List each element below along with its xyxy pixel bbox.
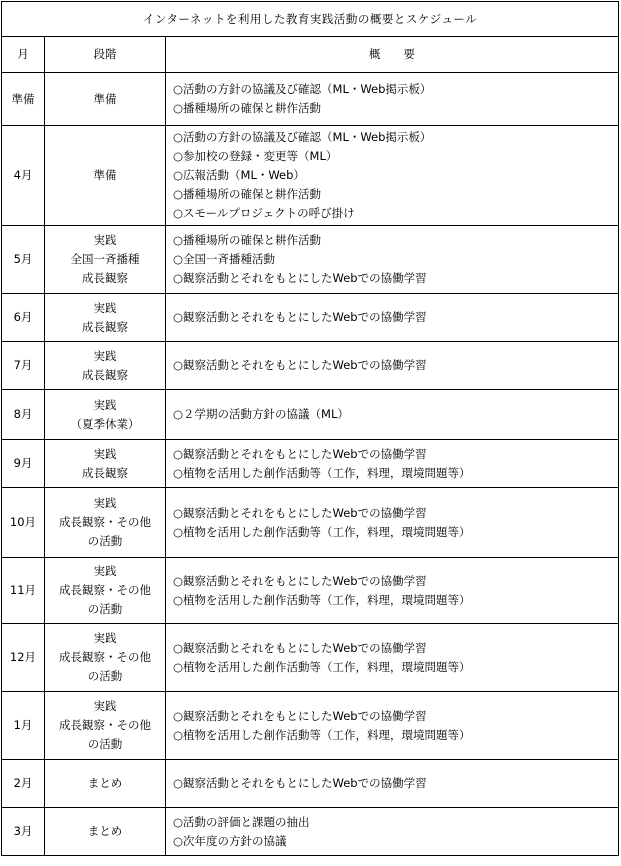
summary-item: ○観察活動とそれをもとにしたWebでの協働学習 bbox=[173, 310, 427, 324]
header-summary: 概 要 bbox=[166, 37, 619, 73]
month-cell: 準備 bbox=[2, 73, 45, 126]
summary-item: ○播種場所の確保と耕作活動 bbox=[173, 187, 322, 201]
stage-line: 成長観察・その他 bbox=[59, 650, 151, 664]
summary-item: ○活動の方針の協議及び確認（ML・Web掲示板） bbox=[173, 82, 432, 96]
month-cell: 12月 bbox=[2, 624, 45, 692]
stage-line: 成長観察・その他 bbox=[59, 583, 151, 597]
schedule-row bbox=[2, 390, 619, 440]
header-stage: 段階 bbox=[45, 37, 166, 73]
summary-item: ○植物を活用した創作活動等（工作，料理，環境問題等） bbox=[173, 727, 471, 742]
stage-cell bbox=[45, 760, 166, 808]
stage-line: の活動 bbox=[87, 534, 123, 548]
month-cell: 1月 bbox=[2, 692, 45, 760]
stage-line: 成長観察 bbox=[82, 465, 128, 480]
stage-line: 成長観察 bbox=[82, 367, 128, 382]
stage-line: 全国一斉播種 bbox=[70, 252, 140, 266]
summary-item: ○播種場所の確保と耕作活動 bbox=[173, 101, 322, 115]
summary-cell bbox=[166, 692, 619, 760]
summary-item: ○観察活動とそれをもとにしたWebでの協働学習 bbox=[173, 271, 427, 285]
month-cell: 11月 bbox=[2, 558, 45, 624]
stage-line: 準備 bbox=[93, 168, 117, 182]
header-row bbox=[2, 37, 619, 73]
stage-line: 成長観察・その他 bbox=[59, 718, 151, 732]
summary-item: ○観察活動とそれをもとにしたWebでの協働学習 bbox=[173, 640, 427, 655]
month-cell: 6月 bbox=[2, 294, 45, 342]
schedule-row bbox=[2, 624, 619, 692]
summary-item: ○観察活動とそれをもとにしたWebでの協働学習 bbox=[173, 776, 427, 790]
summary-cell bbox=[166, 294, 619, 342]
month-cell: 8月 bbox=[2, 390, 45, 440]
summary-item: ○観察活動とそれをもとにしたWebでの協働学習 bbox=[173, 573, 427, 588]
schedule-row bbox=[2, 294, 619, 342]
summary-cell bbox=[166, 488, 619, 558]
summary-item: ○観察活動とそれをもとにしたWebでの協働学習 bbox=[173, 358, 427, 372]
stage-cell bbox=[45, 440, 166, 488]
month-cell: 5月 bbox=[2, 226, 45, 294]
stage-line: （夏季休業） bbox=[70, 416, 140, 431]
schedule-row bbox=[2, 760, 619, 808]
summary-item: ○次年度の方針の協議 bbox=[173, 833, 287, 848]
schedule-row bbox=[2, 342, 619, 390]
summary-cell bbox=[166, 390, 619, 440]
summary-item: ○広報活動（ML・Web） bbox=[173, 168, 305, 182]
stage-line: 実践 bbox=[93, 348, 117, 363]
stage-line: 実践 bbox=[93, 496, 117, 510]
summary-item: ○参加校の登録・変更等（ML） bbox=[173, 149, 338, 163]
stage-line: 実践 bbox=[93, 300, 117, 315]
stage-cell bbox=[45, 692, 166, 760]
summary-cell bbox=[166, 624, 619, 692]
schedule-row bbox=[2, 226, 619, 294]
summary-item: ○全国一斉播種活動 bbox=[173, 252, 276, 266]
stage-line: 成長観察・その他 bbox=[59, 515, 151, 529]
stage-cell bbox=[45, 558, 166, 624]
summary-cell bbox=[166, 73, 619, 126]
summary-item: ○活動の方針の協議及び確認（ML・Web掲示板） bbox=[173, 130, 432, 144]
stage-cell bbox=[45, 624, 166, 692]
stage-line: 実践 bbox=[93, 397, 117, 412]
summary-item: ○活動の評価と課題の抽出 bbox=[173, 814, 310, 829]
stage-line: 準備 bbox=[93, 91, 117, 106]
table-title: インターネットを利用した教育実践活動の概要とスケジュール bbox=[2, 2, 619, 37]
header-month: 月 bbox=[2, 37, 45, 73]
summary-item: ○植物を活用した創作活動等（工作，料理，環境問題等） bbox=[173, 465, 471, 480]
stage-cell bbox=[45, 73, 166, 126]
schedule-row bbox=[2, 73, 619, 126]
stage-line: 実践 bbox=[93, 699, 117, 713]
stage-line: 成長観察 bbox=[82, 271, 128, 285]
month-cell: 9月 bbox=[2, 440, 45, 488]
summary-cell bbox=[166, 760, 619, 808]
month-cell: 7月 bbox=[2, 342, 45, 390]
stage-line: まとめ bbox=[87, 824, 123, 838]
summary-item: ○スモールプロジェクトの呼び掛け bbox=[173, 206, 355, 220]
summary-item: ○播種場所の確保と耕作活動 bbox=[173, 233, 322, 247]
summary-item: ○植物を活用した創作活動等（工作，料理，環境問題等） bbox=[173, 524, 471, 539]
schedule-row bbox=[2, 558, 619, 624]
stage-cell bbox=[45, 342, 166, 390]
summary-cell bbox=[166, 126, 619, 226]
summary-item: ○２学期の活動方針の協議（ML） bbox=[173, 407, 349, 421]
stage-cell bbox=[45, 226, 166, 294]
stage-line: 実践 bbox=[93, 631, 117, 645]
month-cell: 4月 bbox=[2, 126, 45, 226]
summary-item: ○観察活動とそれをもとにしたWebでの協働学習 bbox=[173, 446, 427, 461]
stage-line: まとめ bbox=[87, 776, 123, 790]
stage-line: 実践 bbox=[93, 233, 117, 247]
schedule-row bbox=[2, 126, 619, 226]
stage-cell bbox=[45, 126, 166, 226]
summary-item: ○観察活動とそれをもとにしたWebでの協働学習 bbox=[173, 505, 427, 520]
schedule-row bbox=[2, 808, 619, 856]
stage-line: 実践 bbox=[93, 446, 117, 461]
summary-cell bbox=[166, 808, 619, 856]
stage-line: の活動 bbox=[87, 737, 123, 751]
schedule-row bbox=[2, 692, 619, 760]
stage-line: の活動 bbox=[87, 602, 123, 616]
stage-cell bbox=[45, 294, 166, 342]
schedule-row bbox=[2, 488, 619, 558]
summary-item: ○観察活動とそれをもとにしたWebでの協働学習 bbox=[173, 708, 427, 723]
summary-item: ○植物を活用した創作活動等（工作，料理，環境問題等） bbox=[173, 659, 471, 674]
schedule-row bbox=[2, 440, 619, 488]
month-cell: 10月 bbox=[2, 488, 45, 558]
schedule-table bbox=[1, 1, 619, 856]
month-cell: 3月 bbox=[2, 808, 45, 856]
stage-line: 成長観察 bbox=[82, 319, 128, 334]
stage-line: の活動 bbox=[87, 669, 123, 683]
summary-cell bbox=[166, 558, 619, 624]
summary-item: ○植物を活用した創作活動等（工作，料理，環境問題等） bbox=[173, 592, 471, 607]
stage-cell bbox=[45, 808, 166, 856]
stage-cell bbox=[45, 390, 166, 440]
summary-cell bbox=[166, 342, 619, 390]
title-row bbox=[2, 2, 619, 37]
summary-cell bbox=[166, 226, 619, 294]
summary-cell bbox=[166, 440, 619, 488]
stage-cell bbox=[45, 488, 166, 558]
stage-line: 実践 bbox=[93, 564, 117, 578]
month-cell: 2月 bbox=[2, 760, 45, 808]
